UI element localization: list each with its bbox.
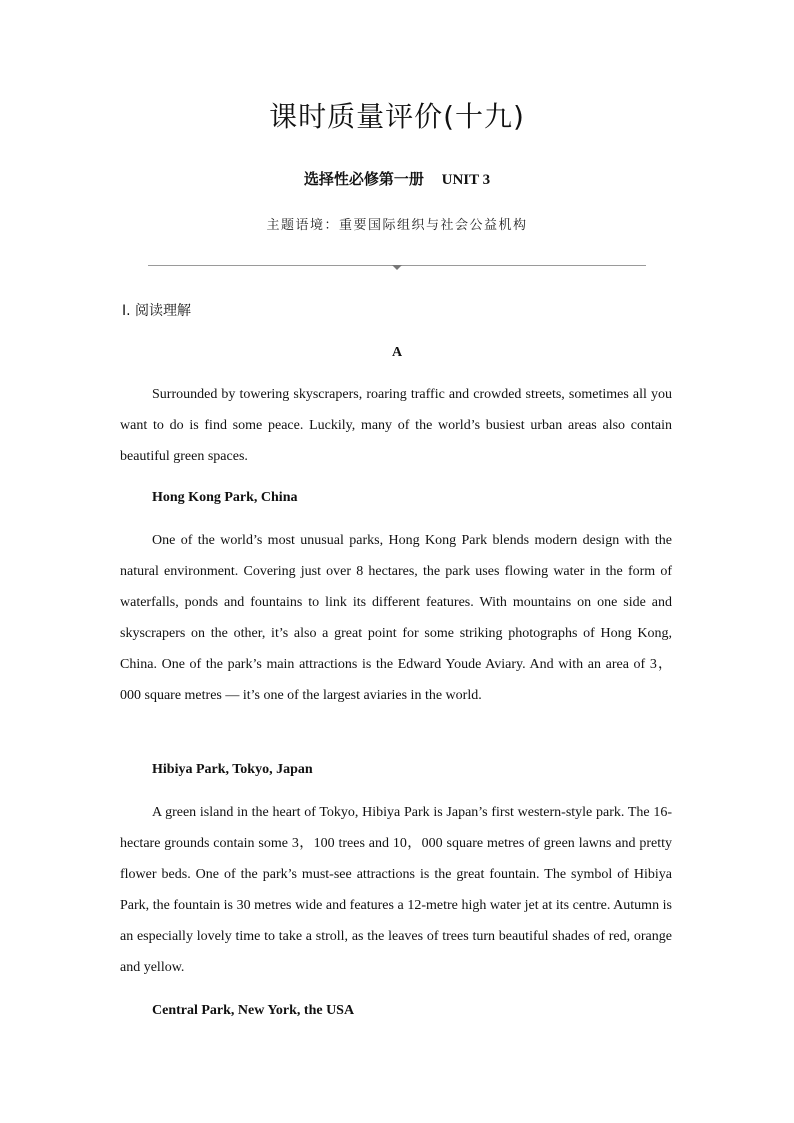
park-description: One of the world’s most unusual parks, Hong Kong Park blends modern design with the natural environment. Covering just over 8 hectares, the park uses flowing water in the form of waterfalls, ponds and fountains to link its different features. With mountains on one side and skyscrapers on the other, it’s also a great point for some striking photographs of Hong Kong, China. One of the park’s main attractions is the Edward Youde Aviary. And with an area of 3，000 square metres — it’s one of the largest aviaries in the world. (120, 533, 672, 703)
book-unit-subtitle (0, 168, 794, 189)
section-heading: Ⅰ. 阅读理解 (122, 303, 192, 319)
passage-letter: A (391, 345, 403, 360)
theme-context: 主题语境：重要国际组织与社会公益机构 (266, 218, 528, 233)
park-heading: Central Park, New York, the USA (152, 1003, 355, 1018)
passage-intro: Surrounded by towering skyscrapers, roaring traffic and crowded streets, sometimes all you want to do is find some peace. Luckily, many of the world’s busiest urban areas also contain beautiful green spaces. (120, 387, 672, 464)
park-description: A green island in the heart of Tokyo, Hibiya Park is Japan’s first western-style park. The 16-hectare grounds contain some 3，100 trees and 10，000 square metres of green lawns and pretty flower beds. One of the park’s must-see attractions is the great fountain. The symbol of Hibiya Park, the fountain is 30 metres wide and features a 12-metre high water jet at its centre. Autumn is an especially lovely time to take a stroll, as the leaves of trees turn beautiful shades of red, orange and yellow. (120, 805, 672, 975)
park-heading: Hong Kong Park, China (152, 490, 298, 505)
unit-label: UNIT 3 (441, 172, 491, 188)
page-title: 课时质量评价(十九) (269, 100, 525, 133)
book-name: 选择性必修第一册 (303, 172, 424, 188)
park-heading: Hibiya Park, Tokyo, Japan (152, 762, 313, 777)
divider-arrow-icon (392, 265, 402, 270)
